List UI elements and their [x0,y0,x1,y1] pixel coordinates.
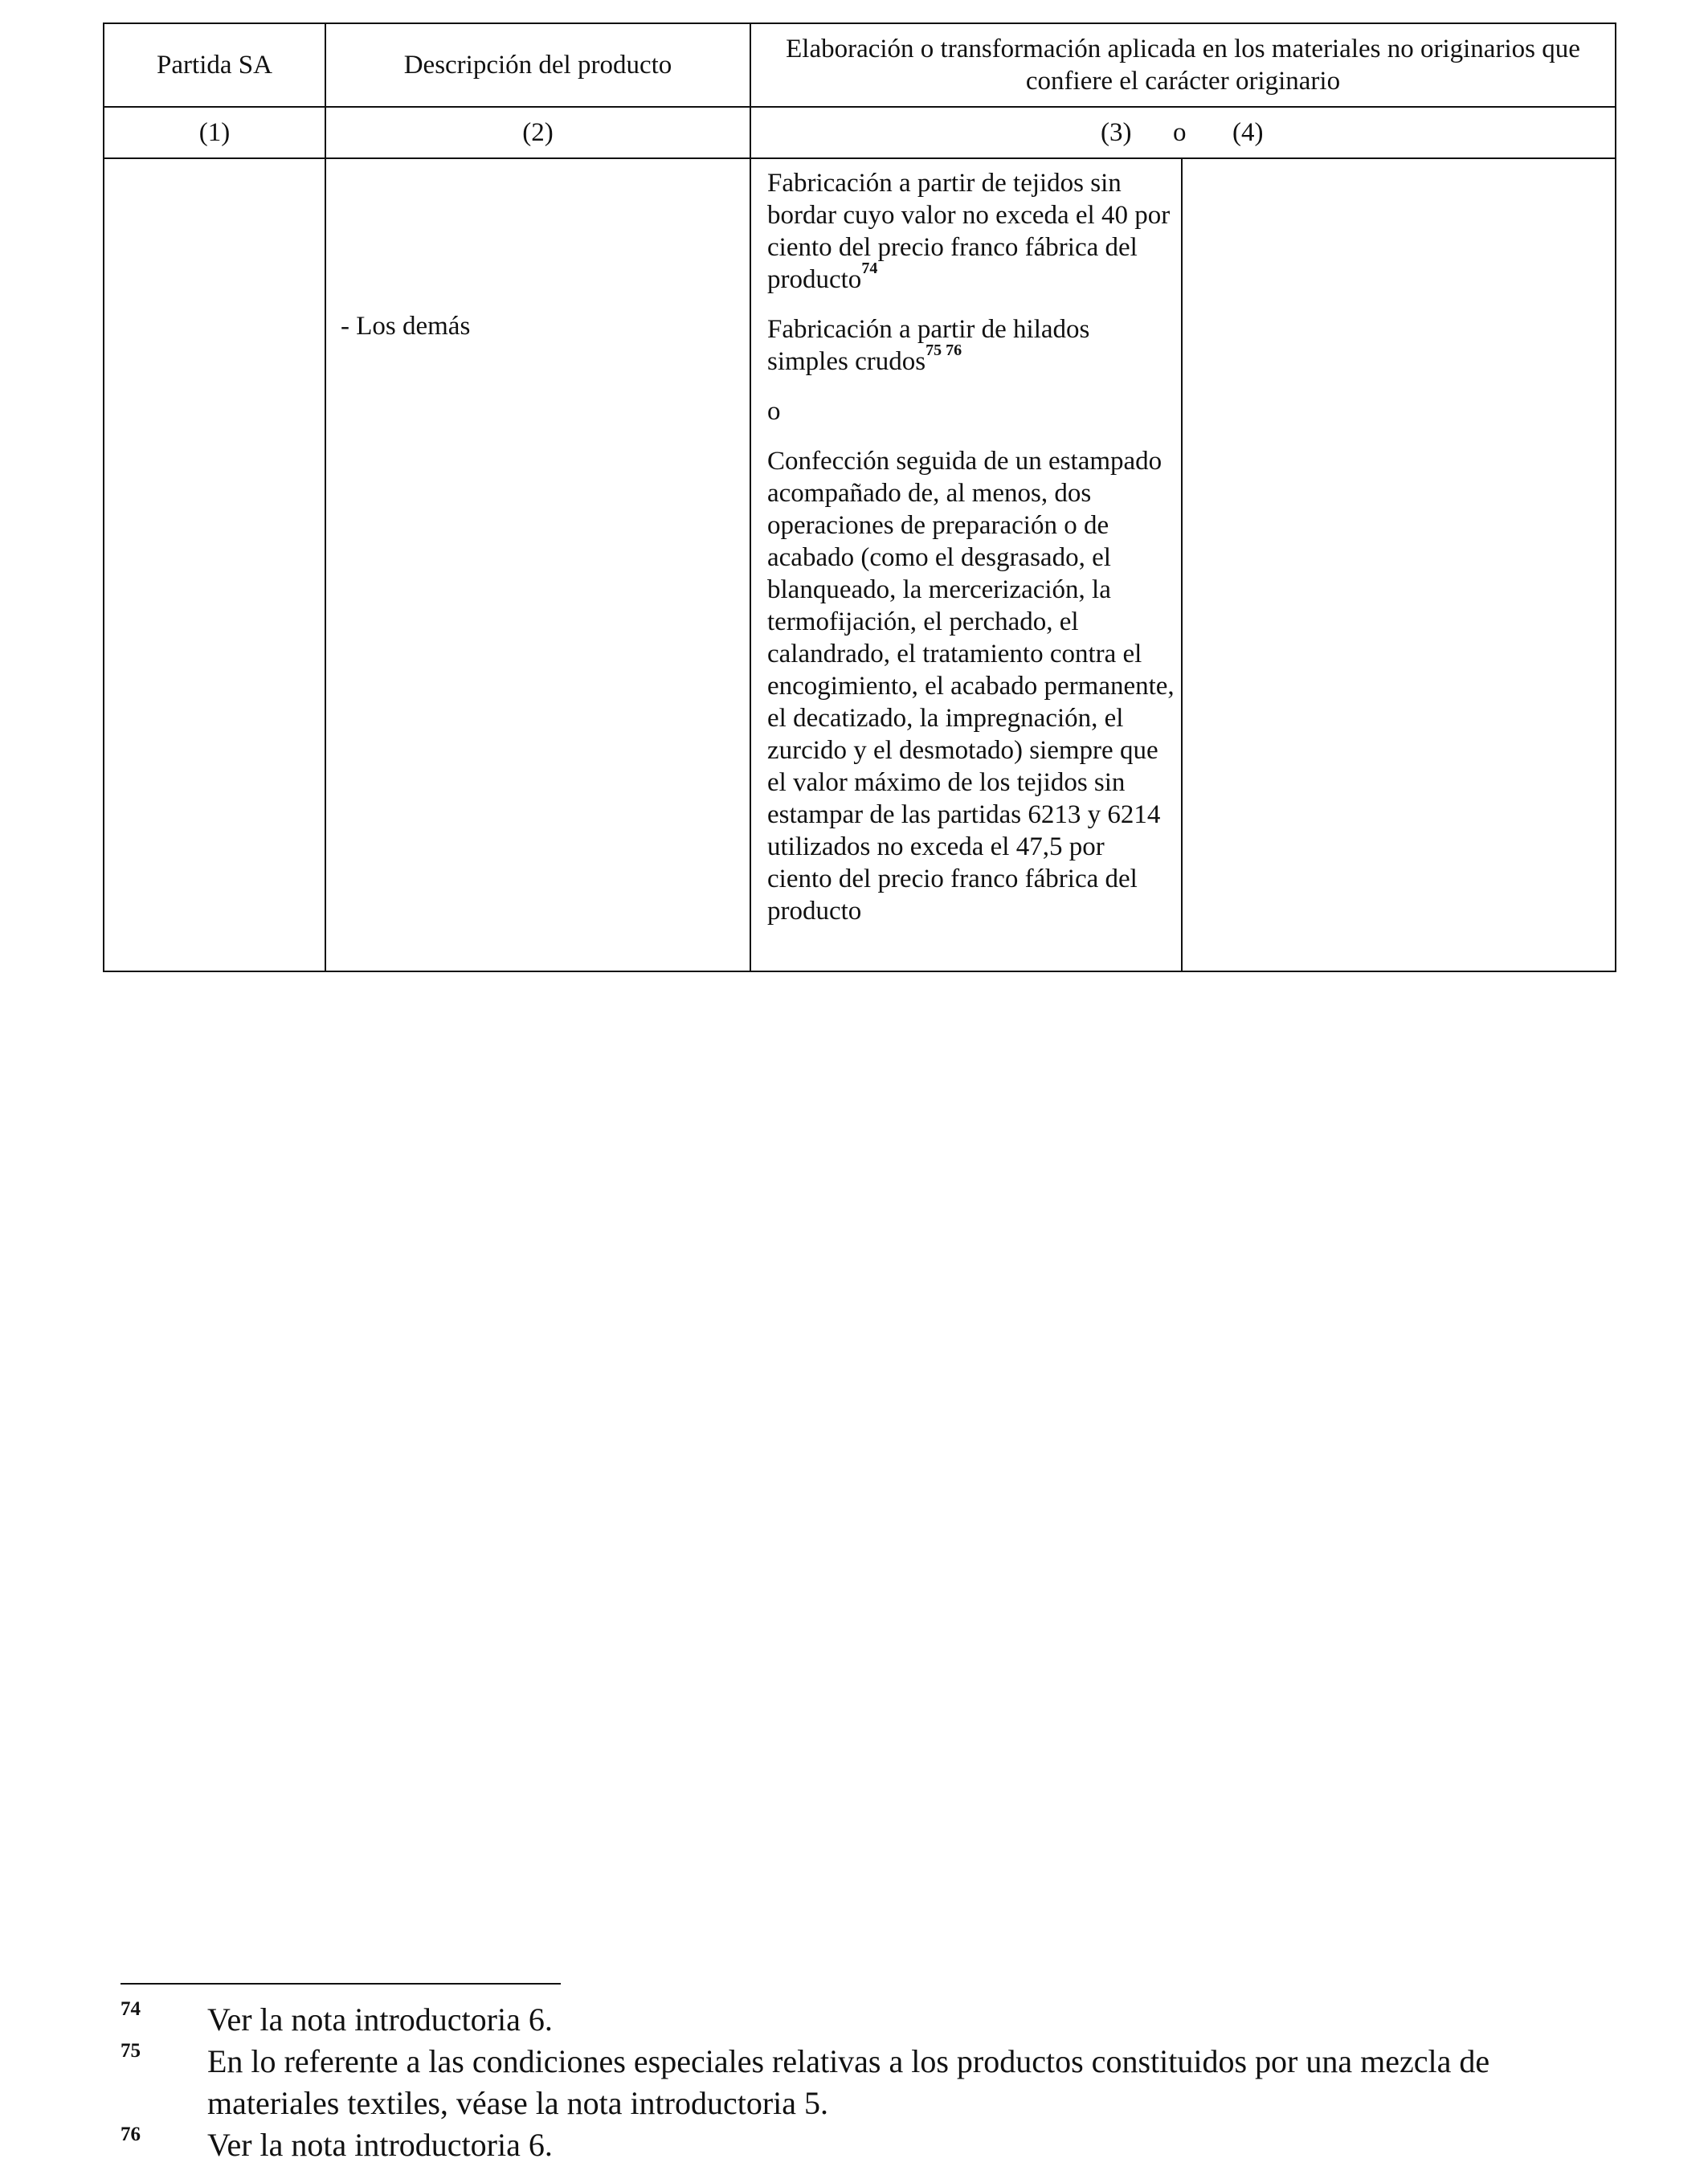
table-row [104,158,1616,971]
footnote-ref-75-76: 75 76 [926,341,962,359]
footnote-76 [121,2124,1567,2166]
footnote-text: Ver la nota introductoria 6. [207,2127,553,2163]
footnote-ref-74: 74 [861,260,878,277]
product-description: - Los demás [341,312,471,341]
rule-or: o [767,397,781,426]
col-number-1: (1) [104,107,325,158]
cell-partida [104,158,325,971]
cell-rule-4 [1182,158,1616,971]
footnotes [121,1999,1567,2166]
rule-paragraph-1 [767,167,1175,296]
col-number-3-4 [750,107,1616,158]
header-row [104,23,1616,107]
footnote-75 [121,2041,1567,2124]
col-number-3: (3) [1101,118,1132,147]
col-number-2: (2) [325,107,750,158]
col-number-or: o [1173,118,1187,147]
header-elaboracion [750,23,1616,107]
cell-rule-3 [750,158,1182,971]
header-descripcion: Descripción del producto [325,23,750,107]
column-number-row [104,107,1616,158]
rule-paragraph-2 [767,313,1175,378]
footnote-text: Ver la nota introductoria 6. [207,2001,553,2038]
header-partida-sa: Partida SA [104,23,325,107]
footnote-number: 76 [121,2124,141,2145]
rule-paragraph-3: Confección seguida de un estampado acompañado de, al menos, dos operaciones de preparación o de acabado (como el desgrasado, el blanqueado, la mercerización, la termofijación, el perchado, el calandrado, el tratamiento contra el encogimiento, el acabado permanente, el decatizado, la impregnación, el zurcido y el desmotado) siempre que el valor máximo de los tejidos sin estampar de las partidas 6213 y 6214 utilizados no exceda el 47,5 por ciento del precio franco fábrica del producto [767,447,1175,926]
footnote-number: 74 [121,1998,141,2020]
cell-descripcion [325,158,750,971]
footnote-text: En lo referente a las condiciones especiales relativas a los productos constituidos por una mezcla de materiales textiles, véase la nota introductoria 5. [207,2043,1490,2121]
rule-2-text: Fabricación a partir de hilados simples crudos [767,315,1090,376]
col-number-4: (4) [1232,118,1264,147]
header-elaboracion-text: Elaboración o transformación aplicada en los materiales no originarios que confiere el carácter originario [786,35,1580,96]
footnote-separator [121,1983,561,1985]
footnote-number: 75 [121,2040,141,2062]
rule-1-text: Fabricación a partir de tejidos sin bordar cuyo valor no exceda el 40 por ciento del precio franco fábrica del producto [767,169,1171,294]
footnote-74 [121,1999,1567,2041]
rules-table [103,22,1616,972]
